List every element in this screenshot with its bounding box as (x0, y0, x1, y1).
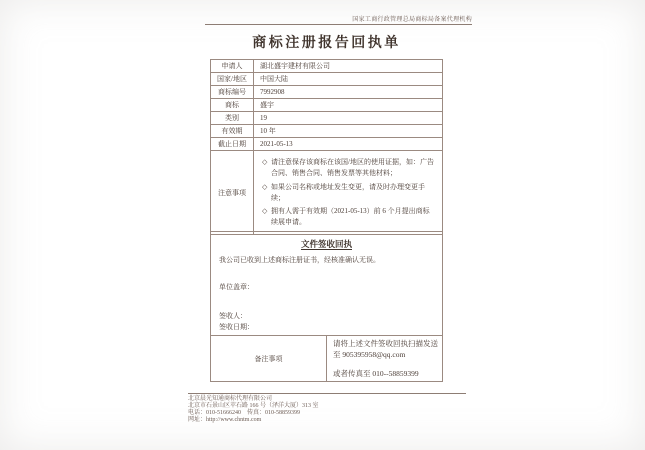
receipt-row (211, 232, 443, 336)
note-item (262, 182, 436, 204)
note-item (262, 206, 436, 228)
note-item (262, 157, 436, 179)
footer-website: 网址：http://www.chntm.com (188, 416, 262, 423)
table-row (211, 86, 443, 99)
note-text: 如果公司名称或地址发生变更，请及时办理变更手续； (271, 182, 425, 202)
row-value: 2021-05-13 (254, 138, 443, 151)
receipt-table (210, 231, 443, 382)
page-title: 商标注册报告回执单 (252, 36, 401, 51)
signer-label: 签收人： (219, 312, 247, 320)
footer-address: 北京市石景山区苹石路 166 号（泽洋大厦）313 室 (188, 402, 319, 409)
note-text: 拥有人需于有效期（2021-05-13）前 6 个月提出商标续展申请。 (271, 207, 430, 227)
row-label: 截止日期 (211, 138, 254, 151)
remark-line: 或者传真至 010--58859399 (333, 369, 419, 378)
trademark-info-table (210, 59, 443, 235)
receipt-title: 文件签收回执 (300, 239, 352, 249)
row-value: 中国大陆 (254, 73, 443, 86)
notes-row (211, 151, 443, 235)
diamond-bullet-icon: ◇ (262, 182, 268, 191)
row-label: 国家/地区 (211, 73, 254, 86)
footer-company: 北京晨光知通商标代理有限公司 (188, 396, 273, 402)
table-row (211, 112, 443, 125)
footer-phone-fax: 电话：010-51666240 传真：010-58859399 (188, 409, 300, 416)
sign-date-label: 签收日期： (219, 323, 254, 331)
diamond-bullet-icon: ◇ (262, 158, 268, 166)
agency-filing-note: 国家工商行政管理总局商标局备案代理机构 (352, 17, 472, 23)
table-row (211, 60, 443, 73)
table-row (211, 125, 443, 138)
row-value: 湖北盛宇建材有限公司 (254, 60, 443, 73)
stamp-label: 单位盖章： (219, 283, 254, 291)
diamond-bullet-icon: ◇ (262, 207, 268, 216)
row-label: 类别 (211, 112, 254, 125)
row-label: 注意事项 (211, 151, 254, 235)
notes-content (254, 151, 443, 235)
row-label: 有效期 (211, 125, 254, 138)
remark-line: 请将上述文件签收回执扫描发送至 905395958@qq.com (333, 339, 438, 359)
receipt-statement: 我公司已收到上述商标注册证书，经核准确认无误。 (219, 256, 380, 264)
table-row (211, 138, 443, 151)
remark-content (327, 336, 443, 382)
header-divider (205, 24, 472, 25)
agency-footer (188, 393, 466, 424)
note-text: 请注意保存该商标在该国/地区的使用证据，如：广告合同、销售合同、销售发票等其他材料； (271, 158, 434, 177)
row-value: 7992908 (254, 86, 443, 99)
receipt-content (211, 232, 443, 336)
remark-row (211, 336, 443, 382)
table-row (211, 99, 443, 112)
row-label: 备注事项 (211, 336, 327, 382)
row-value: 盛宇 (254, 99, 443, 112)
row-label: 申请人 (211, 60, 254, 73)
row-label: 商标 (211, 99, 254, 112)
row-value: 19 (254, 112, 443, 125)
row-label: 商标编号 (211, 86, 254, 99)
row-value: 10 年 (254, 125, 443, 138)
table-row (211, 73, 443, 86)
